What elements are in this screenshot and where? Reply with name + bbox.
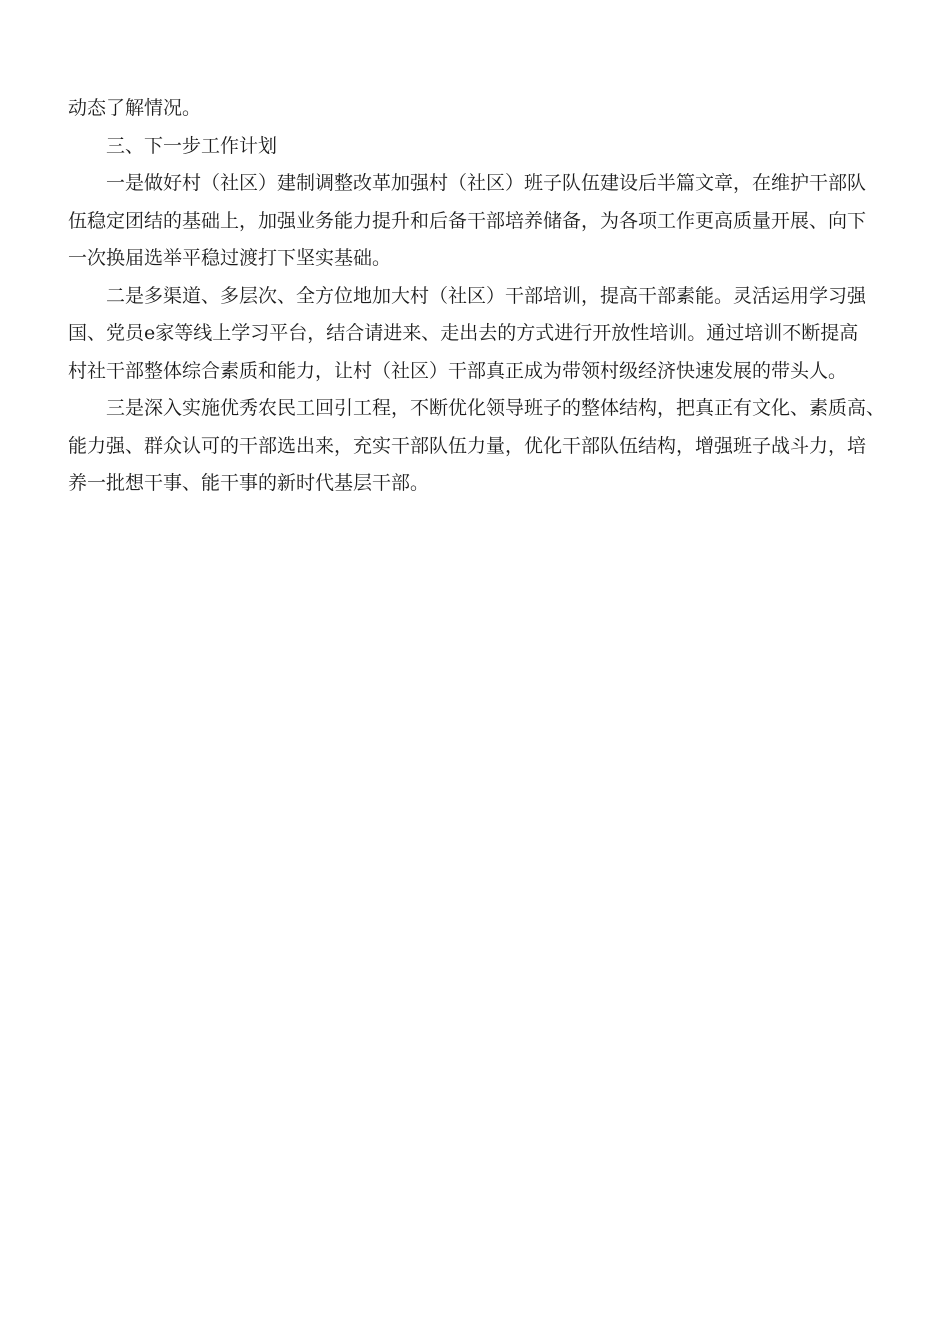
paragraph-continuation-line: 动态了解情况。 <box>68 97 202 119</box>
paragraph-one-line-1: 一是做好村（社区）建制调整改革加强村（社区）班子队伍建设后半篇文章，在维护干部队 <box>106 172 867 194</box>
paragraph-two-line-1: 二是多渠道、多层次、全方位地加大村（社区）干部培训，提高干部素能。灵活运用学习强 <box>106 284 867 307</box>
document-body <box>68 90 894 503</box>
paragraph-one-line-2: 伍稳定团结的基础上，加强业务能力提升和后备干部培养储备，为各项工作更高质量开展、向下 <box>68 209 867 232</box>
paragraph-three-line-3: 养一批想干事、能干事的新时代基层干部。 <box>68 472 430 494</box>
paragraph-one-line-3: 一次换届选举平稳过渡打下坚实基础。 <box>68 247 392 269</box>
paragraph-three-line-1: 三是深入实施优秀农民工回引工程，不断优化领导班子的整体结构，把真正有文化、素质高、 <box>106 397 886 419</box>
paragraph-three-line-2: 能力强、群众认可的干部选出来，充实干部队伍力量，优化干部队伍结构，增强班子战斗力，培 <box>68 434 867 457</box>
paragraph-two-line-2: 国、党员e家等线上学习平台，结合请进来、走出去的方式进行开放性培训。通过培训不断提高 <box>68 322 859 344</box>
paragraph-two-line-3: 村社干部整体综合素质和能力，让村（社区）干部真正成为带领村级经济快速发展的带头人。 <box>68 359 848 382</box>
section-heading-next-steps: 三、下一步工作计划 <box>106 134 278 157</box>
